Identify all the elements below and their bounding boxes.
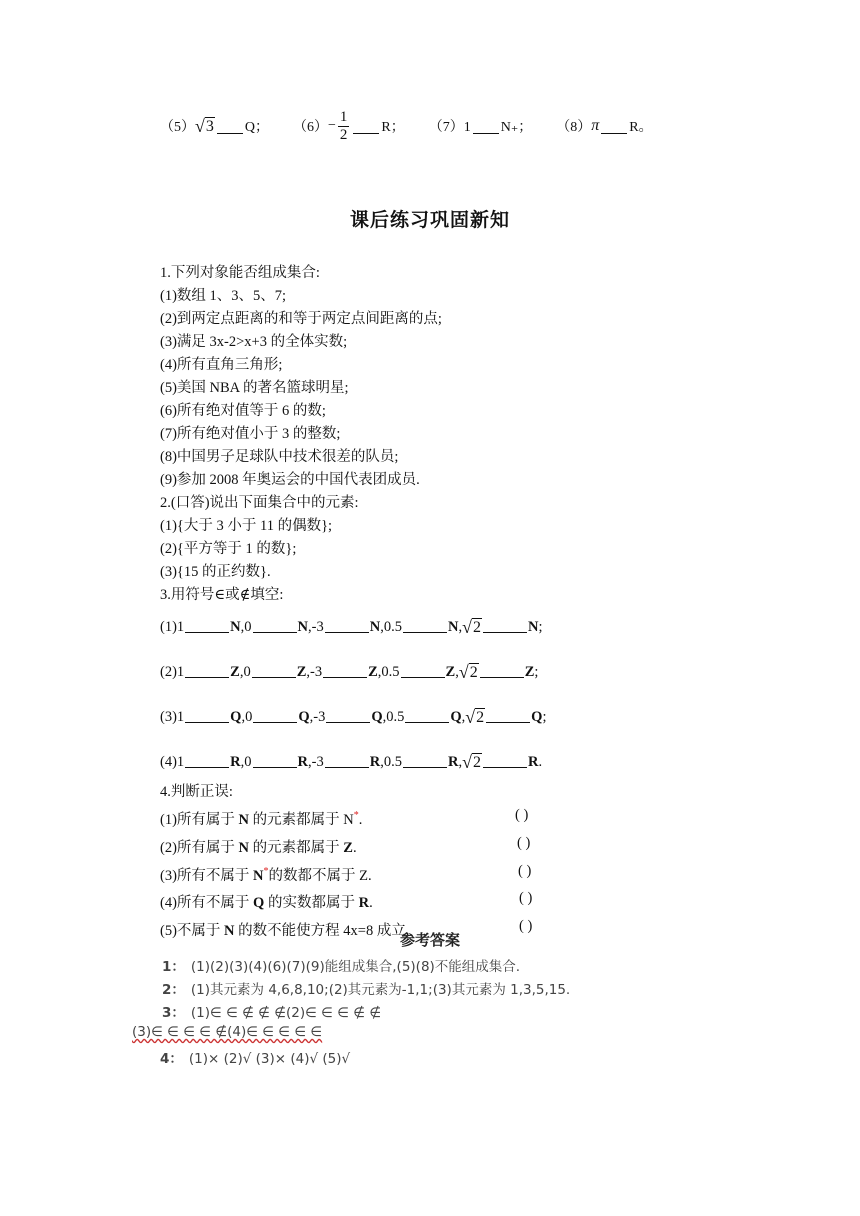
set-label: R xyxy=(527,754,539,770)
set-label: Q xyxy=(230,709,242,725)
row-end: ; xyxy=(538,619,543,635)
blank[interactable] xyxy=(185,632,229,633)
value: ,0.5 xyxy=(382,709,405,725)
value: , xyxy=(458,754,463,770)
value: ,-3 xyxy=(308,754,324,770)
value: ,0 xyxy=(240,754,252,770)
row-prefix: (4)1 xyxy=(160,754,185,770)
set-label: N₊； xyxy=(500,120,533,135)
minus-sign: − xyxy=(328,118,336,133)
value: ,0 xyxy=(239,664,251,680)
set-label: Z xyxy=(368,664,378,680)
answer-text: (1)(2)(3)(4)(6)(7)(9)能组成集合,(5)(8)不能组成集合. xyxy=(190,959,521,975)
list-item: (1){大于 3 小于 11 的偶数}; xyxy=(160,518,333,534)
row-prefix: (1)1 xyxy=(160,619,185,635)
set-label: Z xyxy=(445,664,456,680)
value: ,-3 xyxy=(309,709,326,725)
answer-parens[interactable]: ( ) xyxy=(515,807,529,823)
answer-text: (1)其元素为 4,6,8,10;(2)其元素为-1,1;(3)其元素为 1,3,5,15. xyxy=(190,982,571,998)
sqrt-2: √ 2 xyxy=(462,617,481,637)
answer-parens[interactable]: ( ) xyxy=(519,918,533,935)
question-2-heading: 2.(口答)说出下面集合中的元素: xyxy=(160,495,359,511)
judge-item xyxy=(160,804,532,832)
list-item: (6)所有绝对值等于 6 的数; xyxy=(160,403,326,419)
value: , xyxy=(455,664,459,680)
set-label: Q xyxy=(298,709,310,725)
row-end: . xyxy=(538,754,543,770)
row-prefix: (3)1 xyxy=(160,709,185,725)
list-item: (4)所有直角三角形; xyxy=(160,357,283,373)
answer-key xyxy=(130,925,580,1070)
list-item: (2){平方等于 1 的数}; xyxy=(160,541,297,557)
blank[interactable] xyxy=(483,632,527,633)
denominator: 2 xyxy=(339,126,348,143)
answer-parens[interactable]: ( ) xyxy=(519,890,533,907)
set-label: Z xyxy=(230,664,240,680)
list-item: (7)所有绝对值小于 3 的整数; xyxy=(160,426,341,442)
blank[interactable] xyxy=(473,119,499,134)
list-item: (5)美国 NBA 的著名篮球明星; xyxy=(160,380,349,396)
list-item: (1)数组 1、3、5、7; xyxy=(160,288,287,304)
set-label: Q xyxy=(531,709,543,725)
item-5-label: （5） xyxy=(160,120,195,135)
text: 的实数都属于 xyxy=(264,895,359,912)
set-label: R xyxy=(447,754,459,770)
radicand: 2 xyxy=(472,754,481,771)
text: 的数不能使方程 4x=8 成立. xyxy=(234,923,410,940)
blank[interactable] xyxy=(486,722,530,723)
list-item: (3){15 的正约数}. xyxy=(160,564,271,580)
answer-2 xyxy=(162,978,570,998)
star-sup: * xyxy=(353,810,359,821)
text: . xyxy=(358,811,363,828)
text: (3)所有不属于 xyxy=(160,867,254,884)
item-5 xyxy=(160,116,269,136)
set-label: N xyxy=(230,619,241,635)
numerator: 1 xyxy=(339,108,348,125)
blank[interactable] xyxy=(325,632,369,633)
star-sup: * xyxy=(263,865,269,877)
q3-row-4 xyxy=(160,745,542,771)
list-item: (9)参加 2008 年奥运会的中国代表团成员. xyxy=(160,472,420,488)
blank[interactable] xyxy=(323,677,367,678)
judge-item xyxy=(160,860,532,888)
value: ,-3 xyxy=(306,664,323,680)
value: ,0.5 xyxy=(380,754,402,770)
answer-parens[interactable]: ( ) xyxy=(518,862,532,879)
radicand: 2 xyxy=(469,664,478,681)
answer-text: (3)∈ ∈ ∈ ∈ ∉(4)∈ ∈ ∈ ∈ ∈ xyxy=(132,1024,323,1040)
answer-3-cont xyxy=(132,1024,322,1040)
list-item: (8)中国男子足球队中技术很差的队员; xyxy=(160,449,399,465)
blank[interactable] xyxy=(253,722,297,723)
text: (1)所有属于 xyxy=(160,811,239,828)
answer-label: 3： xyxy=(162,1005,185,1021)
set-label: R。 xyxy=(629,120,653,135)
answer-label: 2： xyxy=(162,982,185,998)
set-label: Q； xyxy=(244,120,270,135)
blank[interactable] xyxy=(403,767,447,768)
blank[interactable] xyxy=(185,677,229,678)
blank[interactable] xyxy=(325,767,369,768)
blank[interactable] xyxy=(405,722,449,723)
set-label: R； xyxy=(381,120,405,135)
radicand: 2 xyxy=(472,619,481,636)
set-label: N xyxy=(238,811,250,828)
q3-row-3 xyxy=(160,700,546,726)
set-label: Q xyxy=(371,709,383,725)
section-title: 课后练习巩固新知 xyxy=(349,209,510,231)
question-4 xyxy=(160,781,532,943)
value: , xyxy=(461,709,466,725)
set-label: Q xyxy=(253,895,265,912)
set-label: Z xyxy=(524,664,535,680)
set-label: Z xyxy=(296,664,307,680)
value: ,0 xyxy=(241,709,253,725)
blank[interactable] xyxy=(353,119,379,134)
item-8-label: （8） xyxy=(556,120,592,135)
list-item: (2)到两定点距离的和等于两定点间距离的点; xyxy=(160,311,442,327)
set-label: N xyxy=(224,923,235,940)
row-end: ; xyxy=(542,709,547,725)
set-label: R xyxy=(369,754,381,770)
sqrt-2: √ 2 xyxy=(465,707,485,727)
answer-3 xyxy=(162,1001,381,1021)
fraction-one-half xyxy=(338,109,350,144)
answer-4 xyxy=(160,1047,350,1067)
q3-row-2 xyxy=(160,655,538,681)
value: ,0.5 xyxy=(380,619,402,635)
radicand: 2 xyxy=(476,709,485,726)
set-label: N xyxy=(369,619,381,635)
row-prefix: (2)1 xyxy=(160,664,185,680)
item-8 xyxy=(556,116,652,136)
set-label: N xyxy=(238,839,250,856)
blank[interactable] xyxy=(483,767,527,768)
sqrt-3: √ 3 xyxy=(195,116,214,136)
item-7 xyxy=(429,116,533,136)
question-3-heading: 3.用符号∈或∉填空: xyxy=(160,587,284,603)
q3-row-1 xyxy=(160,610,542,636)
value: ,-3 xyxy=(308,619,324,635)
blank[interactable] xyxy=(252,677,296,678)
answer-label: 4： xyxy=(160,1051,183,1067)
blank[interactable] xyxy=(601,119,627,134)
text: 的元素都属于 xyxy=(249,839,344,856)
blank[interactable] xyxy=(217,119,243,134)
blank[interactable] xyxy=(253,767,297,768)
text: . xyxy=(352,839,357,856)
fill-blank-row-5-8 xyxy=(160,103,677,149)
blank[interactable] xyxy=(185,722,229,723)
answer-1 xyxy=(162,955,520,975)
set-label: Z xyxy=(343,839,353,856)
sqrt-2: √ 2 xyxy=(462,752,481,772)
answer-label: 1： xyxy=(162,959,185,975)
question-1-heading: 1.下列对象能否组成集合: xyxy=(160,265,320,281)
set-label: R xyxy=(358,895,370,912)
answer-parens[interactable]: ( ) xyxy=(517,834,531,851)
set-label: R xyxy=(230,754,241,770)
text: 的数都不属于 Z. xyxy=(268,867,372,884)
question-1 xyxy=(160,262,442,607)
set-label: Q xyxy=(450,709,462,725)
set-label: N xyxy=(527,619,539,635)
answer-text: (1)∈ ∈ ∉ ∉ ∉(2)∈ ∈ ∈ ∉ ∉ xyxy=(190,1005,382,1021)
text: (5)不属于 xyxy=(160,923,225,940)
set-label: N xyxy=(253,867,264,884)
set-label: R xyxy=(297,754,309,770)
row-end: ; xyxy=(534,664,539,680)
judge-item xyxy=(160,832,532,860)
value: ,0.5 xyxy=(377,664,400,680)
item-7-label: （7）1 xyxy=(428,120,471,135)
value: ,0 xyxy=(240,619,252,635)
blank[interactable] xyxy=(185,767,229,768)
judge-item xyxy=(160,887,532,915)
item-6-label: （6） xyxy=(293,120,329,135)
blank[interactable] xyxy=(326,722,370,723)
set-label: N xyxy=(447,619,459,635)
sqrt-2: √ 2 xyxy=(458,662,478,682)
radicand: 3 xyxy=(205,118,214,135)
answer-key-title: 参考答案 xyxy=(400,931,461,949)
blank[interactable] xyxy=(253,632,297,633)
text: 的元素都属于 N xyxy=(249,811,354,828)
set-label: N xyxy=(297,619,309,635)
text: (4)所有不属于 xyxy=(160,895,254,912)
blank[interactable] xyxy=(403,632,447,633)
answer-text: (1)× (2)√ (3)× (4)√ (5)√ xyxy=(188,1051,351,1067)
question-4-heading: 4.判断正误: xyxy=(160,784,233,800)
blank[interactable] xyxy=(401,677,445,678)
item-6 xyxy=(293,109,405,144)
blank[interactable] xyxy=(480,677,524,678)
text: . xyxy=(369,895,373,912)
value: , xyxy=(458,619,463,635)
text: (2)所有属于 xyxy=(160,839,239,856)
list-item: (3)满足 3x-2>x+3 的全体实数; xyxy=(160,334,348,350)
pi-symbol: π xyxy=(591,117,600,134)
